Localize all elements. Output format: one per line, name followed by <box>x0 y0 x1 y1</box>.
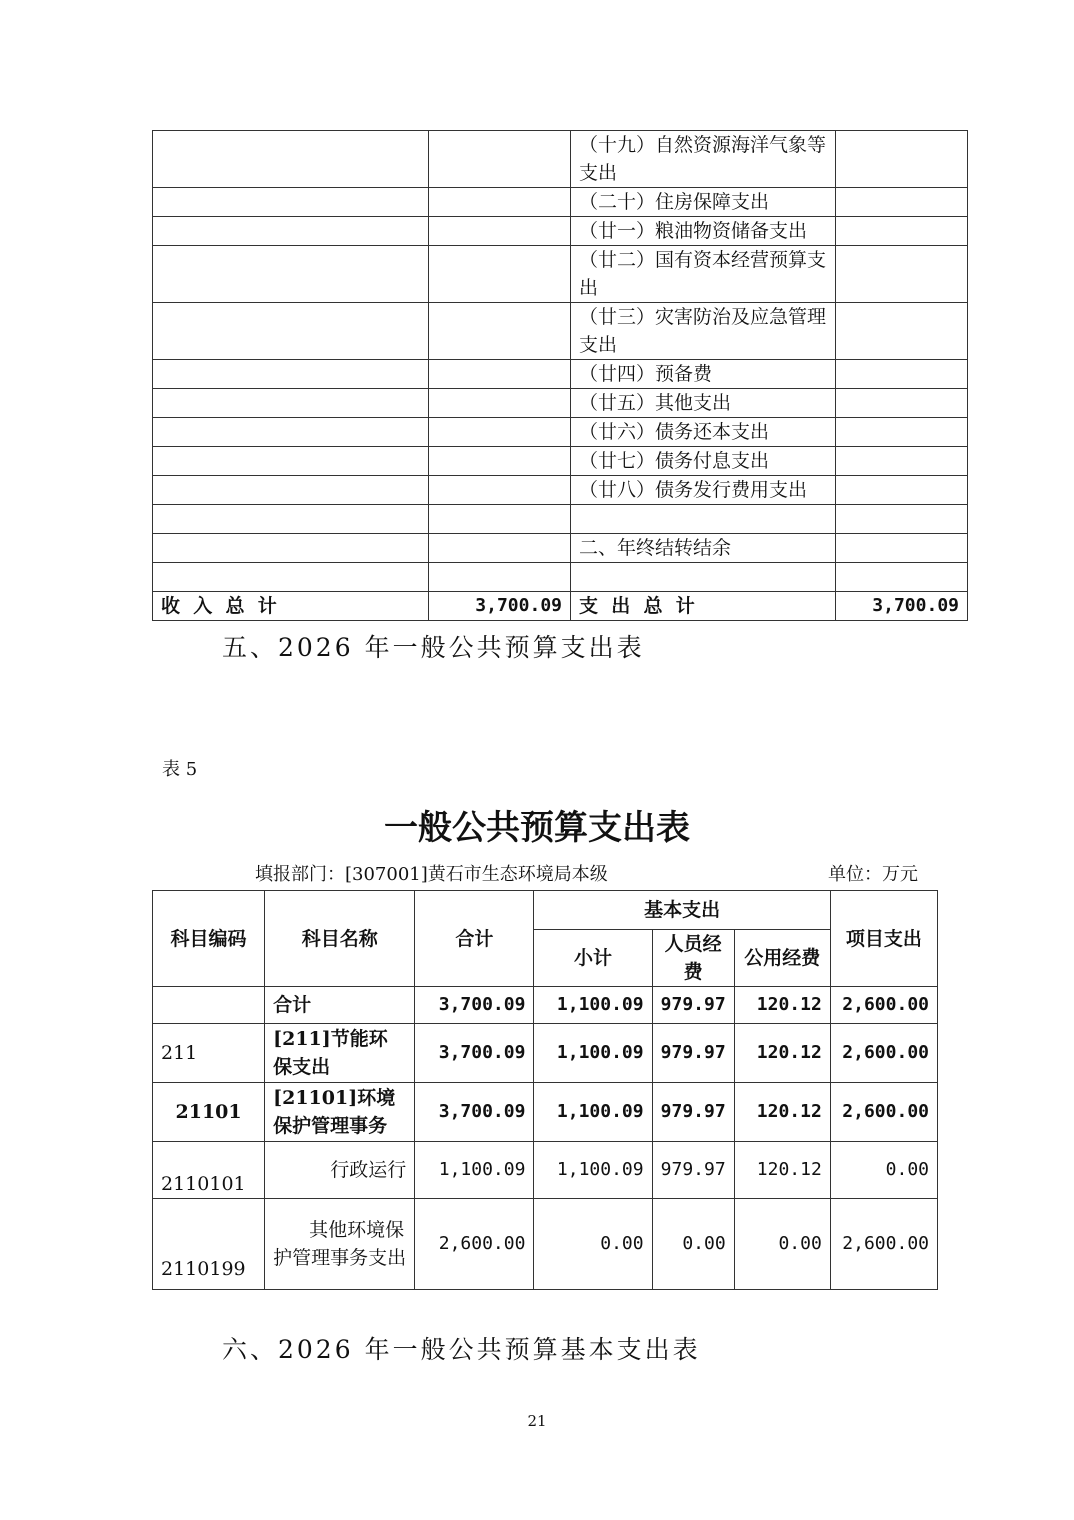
row-code: 2110199 <box>153 1199 265 1290</box>
row-code <box>153 987 265 1024</box>
table-row <box>153 303 968 360</box>
header-row <box>153 891 938 930</box>
table-label: 表 5 <box>162 759 198 780</box>
row-total: 3,700.09 <box>415 987 534 1024</box>
header-name: 科目名称 <box>265 891 415 987</box>
table-row <box>153 131 968 188</box>
header-public: 公用经费 <box>734 930 830 987</box>
section-5-heading: 五、2026 年一般公共预算支出表 <box>222 633 645 662</box>
table-title: 一般公共预算支出表 <box>384 808 690 848</box>
table-row <box>153 1083 938 1142</box>
expense-item: （廿二）国有资本经营预算支出 <box>571 246 836 303</box>
table-row <box>153 1142 938 1199</box>
header-personnel: 人员经费 <box>652 930 734 987</box>
total-expense-label: 支 出 总 计 <box>571 592 836 621</box>
expense-item: （廿六）债务还本支出 <box>571 418 836 447</box>
row-subtotal: 1,100.09 <box>534 1024 652 1083</box>
table-row <box>153 447 968 476</box>
row-total: 2,600.00 <box>415 1199 534 1290</box>
expense-item: （二十）住房保障支出 <box>571 188 836 217</box>
row-project: 2,600.00 <box>830 1199 937 1290</box>
row-public: 0.00 <box>734 1199 830 1290</box>
header-basic: 基本支出 <box>534 891 830 930</box>
general-budget-expense-table <box>152 890 938 1290</box>
row-project: 2,600.00 <box>830 987 937 1024</box>
table-row <box>153 1199 938 1290</box>
expense-item: （廿四）预备费 <box>571 360 836 389</box>
expense-item <box>571 505 836 534</box>
expense-item: （廿五）其他支出 <box>571 389 836 418</box>
row-name: 其他环境保护管理事务支出 <box>265 1199 415 1290</box>
row-public: 120.12 <box>734 987 830 1024</box>
total-income-value: 3,700.09 <box>429 592 571 621</box>
table-row <box>153 534 968 563</box>
expense-item: （廿八）债务发行费用支出 <box>571 476 836 505</box>
table-row <box>153 476 968 505</box>
table-row <box>153 505 968 534</box>
row-code: 21101 <box>153 1083 265 1142</box>
section-6-heading: 六、2026 年一般公共预算基本支出表 <box>222 1335 701 1364</box>
table-row <box>153 389 968 418</box>
expense-item <box>571 563 836 592</box>
row-personnel: 979.97 <box>652 1083 734 1142</box>
row-personnel: 979.97 <box>652 987 734 1024</box>
row-project: 0.00 <box>830 1142 937 1199</box>
expense-item: （十九）自然资源海洋气象等支出 <box>571 131 836 188</box>
row-project: 2,600.00 <box>830 1083 937 1142</box>
reporting-department: 填报部门：[307001]黄石市生态环境局本级 <box>255 864 608 885</box>
row-personnel: 0.00 <box>652 1199 734 1290</box>
table-row <box>153 246 968 303</box>
page-number: 21 <box>527 1412 547 1430</box>
table-row <box>153 188 968 217</box>
row-public: 120.12 <box>734 1142 830 1199</box>
total-row <box>153 592 968 621</box>
header-project: 项目支出 <box>830 891 937 987</box>
income-expense-table-continued <box>152 130 968 621</box>
expense-item: 二、年终结转结余 <box>571 534 836 563</box>
row-subtotal: 1,100.09 <box>534 1142 652 1199</box>
row-subtotal: 1,100.09 <box>534 987 652 1024</box>
row-name: 行政运行 <box>265 1142 415 1199</box>
table-row <box>153 1024 938 1083</box>
total-expense-value: 3,700.09 <box>836 592 968 621</box>
header-subtotal: 小计 <box>534 930 652 987</box>
table-row <box>153 217 968 246</box>
row-total: 3,700.09 <box>415 1024 534 1083</box>
row-total: 1,100.09 <box>415 1142 534 1199</box>
row-project: 2,600.00 <box>830 1024 937 1083</box>
row-name: [21101]环境保护管理事务 <box>265 1083 415 1142</box>
total-income-label: 收 入 总 计 <box>153 592 429 621</box>
row-subtotal: 0.00 <box>534 1199 652 1290</box>
expense-item: （廿七）债务付息支出 <box>571 447 836 476</box>
row-code: 2110101 <box>153 1142 265 1199</box>
row-public: 120.12 <box>734 1083 830 1142</box>
row-personnel: 979.97 <box>652 1024 734 1083</box>
row-subtotal: 1,100.09 <box>534 1083 652 1142</box>
expense-item: （廿三）灾害防治及应急管理支出 <box>571 303 836 360</box>
table-row <box>153 418 968 447</box>
header-total: 合计 <box>415 891 534 987</box>
row-total: 3,700.09 <box>415 1083 534 1142</box>
row-name: [211]节能环保支出 <box>265 1024 415 1083</box>
row-name: 合计 <box>265 987 415 1024</box>
header-code: 科目编码 <box>153 891 265 987</box>
table-row <box>153 987 938 1024</box>
row-code: 211 <box>153 1024 265 1083</box>
row-personnel: 979.97 <box>652 1142 734 1199</box>
table-row <box>153 360 968 389</box>
row-public: 120.12 <box>734 1024 830 1083</box>
table-row <box>153 563 968 592</box>
expense-item: （廿一）粮油物资储备支出 <box>571 217 836 246</box>
unit-label: 单位：万元 <box>828 864 918 885</box>
